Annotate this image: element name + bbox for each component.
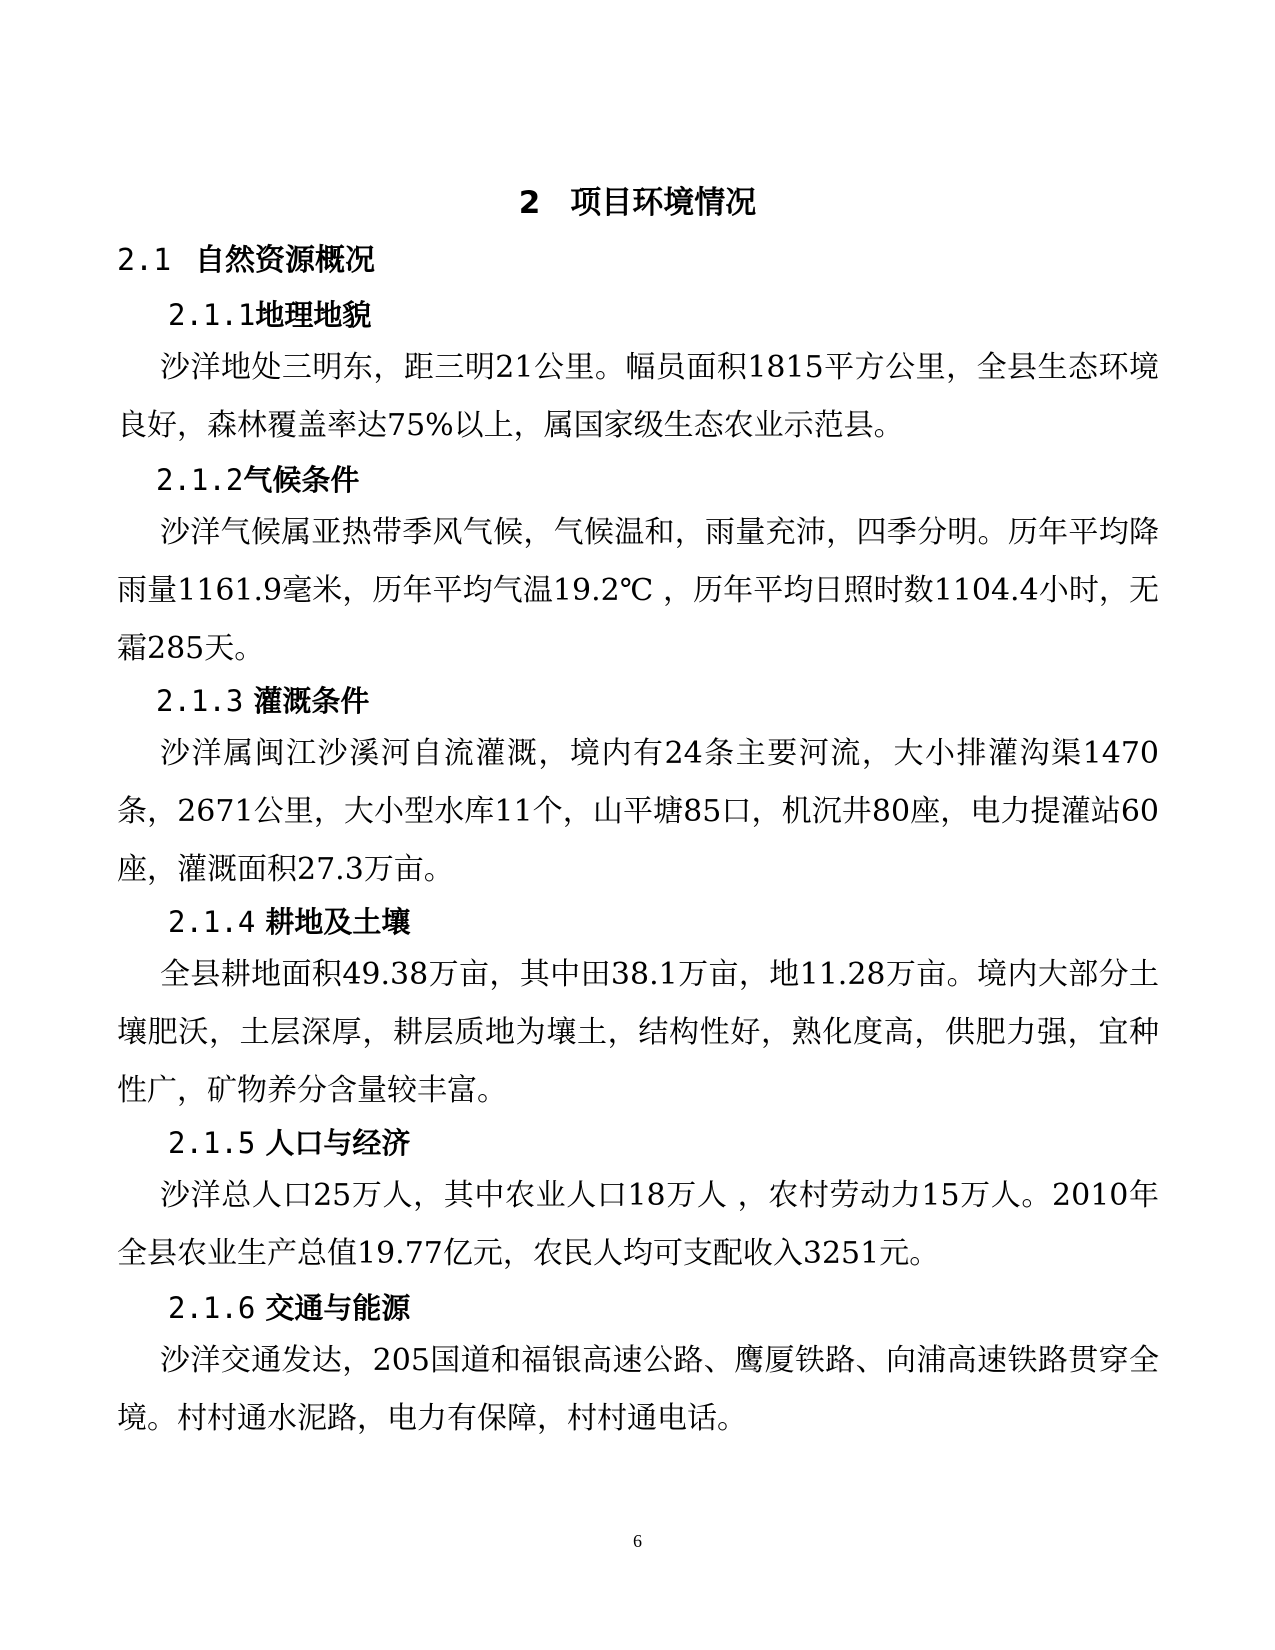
subsection-title: 气候条件 [243, 463, 360, 497]
subsection-heading-2-1-3 [156, 681, 369, 721]
paragraph-transport-energy: 沙洋交通发达，205国道和福银高速公路、鹰厦铁路、向浦高速铁路贯穿全境。村村通水泥路，电力有保障，村村通电话。 [117, 1343, 1159, 1436]
subsection-number: 2.1.4 [168, 905, 256, 939]
subsection-heading-2-1-2 [156, 460, 359, 500]
subsection-title: 耕地及土壤 [265, 905, 411, 939]
subsection-heading-2-1-4 [168, 902, 410, 942]
page-number: 6 [633, 1531, 642, 1551]
subsection-title: 人口与经济 [265, 1126, 411, 1160]
subsection-number: 2.1.6 [168, 1291, 256, 1325]
chapter-title-text: 项目环境情况 [570, 185, 757, 221]
paragraph-geography: 沙洋地处三明东，距三明21公里。幅员面积1815平方公里，全县生态环境良好，森林覆盖率达75%以上，属国家级生态农业示范县。 [117, 350, 1159, 443]
section-number: 2.1 [117, 243, 172, 278]
subsection-number: 2.1.1 [168, 298, 256, 332]
section-title-text: 自然资源概况 [195, 243, 375, 278]
paragraph-population-economy: 沙洋总人口25万人，其中农业人口18万人 ，农村劳动力15万人。2010年全县农业生产总值19.77亿元，农民人均可支配收入3251元。 [117, 1178, 1159, 1271]
subsection-heading-2-1-6 [168, 1288, 410, 1328]
subsection-heading-2-1-5 [168, 1123, 410, 1163]
subsection-title: 地理地貌 [255, 298, 372, 332]
chapter-number: 2 [518, 185, 541, 221]
subsection-heading-2-1-1 [168, 295, 371, 335]
subsection-number: 2.1.5 [168, 1126, 256, 1160]
section-heading [117, 241, 375, 281]
subsection-number: 2.1.3 [156, 684, 244, 718]
subsection-number: 2.1.2 [156, 463, 244, 497]
chapter-title [0, 183, 1275, 223]
paragraph-farmland-soil: 全县耕地面积49.38万亩，其中田38.1万亩，地11.28万亩。境内大部分土壤肥沃，土层深厚，耕层质地为壤土，结构性好，熟化度高，供肥力强，宜种性广，矿物养分含量较丰富。 [117, 957, 1159, 1108]
paragraph-irrigation: 沙洋属闽江沙溪河自流灌溉，境内有24条主要河流，大小排灌沟渠1470条，2671公里，大小型水库11个，山平塘85口，机沉井80座，电力提灌站60座，灌溉面积27.3万亩。 [117, 736, 1159, 887]
subsection-title: 交通与能源 [265, 1291, 411, 1325]
paragraph-climate: 沙洋气候属亚热带季风气候，气候温和，雨量充沛，四季分明。历年平均降雨量1161.9毫米，历年平均气温19.2℃ ，历年平均日照时数1104.4小时，无霜285天。 [117, 515, 1159, 666]
subsection-title: 灌溉条件 [253, 684, 370, 718]
